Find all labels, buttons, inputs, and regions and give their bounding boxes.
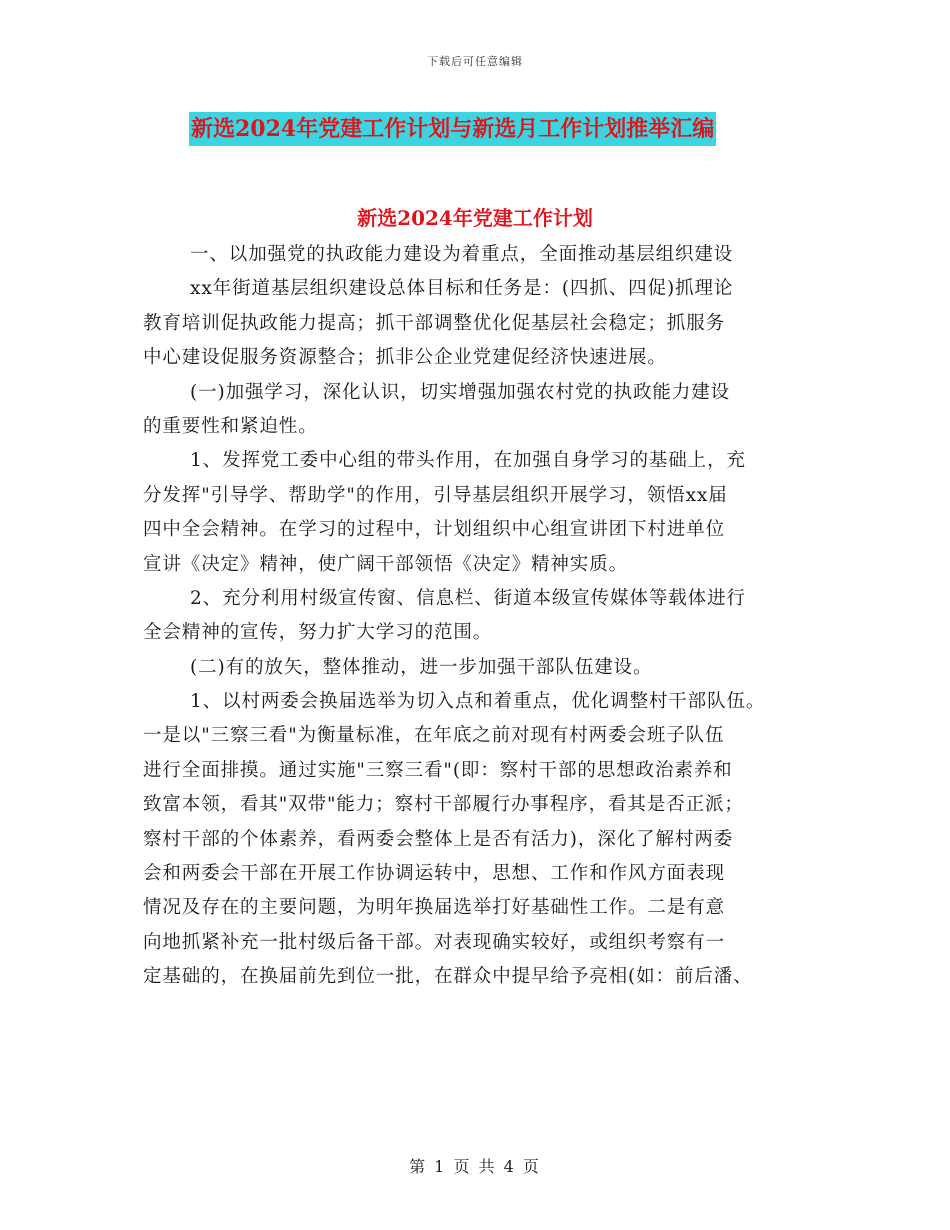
text-line: 教育培训促执政能力提高；抓干部调整优化促基层社会稳定；抓服务 bbox=[143, 312, 726, 334]
text-line: 会和两委会干部在开展工作协调运转中，思想、工作和作风方面表现 bbox=[143, 863, 726, 885]
text-line: 2、充分利用村级宣传窗、信息栏、街道本级宣传媒体等载体进行 bbox=[190, 587, 746, 609]
text-line: 一是以"三察三看"为衡量标准，在年底之前对现有村两委会班子队伍 bbox=[143, 725, 725, 747]
text-line: 的重要性和紧迫性。 bbox=[143, 415, 318, 437]
text-line: 情况及存在的主要问题，为明年换届选举打好基础性工作。二是有意 bbox=[143, 897, 726, 919]
text-line: 四中全会精神。在学习的过程中，计划组织中心组宣讲团下村进单位 bbox=[143, 519, 726, 541]
text-line: 分发挥"引导学、帮助学"的作用，引导基层组织开展学习，领悟xx届 bbox=[143, 484, 728, 506]
text-line: 向地抓紧补充一批村级后备干部。对表现确实较好，或组织考察有一 bbox=[143, 931, 726, 953]
text-line: 1、以村两委会换届选举为切入点和着重点，优化调整村干部队伍。 bbox=[190, 691, 766, 713]
text-line: (一)加强学习，深化认识，切实增强加强农村党的执政能力建设 bbox=[190, 381, 731, 403]
text-line: 1、发挥党工委中心组的带头作用，在加强自身学习的基础上，充 bbox=[190, 450, 746, 472]
text-line: 致富本领，看其"双带"能力；察村干部履行办事程序，看其是否正派； bbox=[143, 794, 744, 816]
text-line: 定基础的，在换届前先到位一批，在群众中提早给予亮相(如：前后潘、 bbox=[143, 966, 753, 988]
page-footer: 第 1 页 共 4 页 bbox=[409, 1157, 541, 1176]
text-line: xx年街道基层组织建设总体目标和任务是：(四抓、四促)抓理论 bbox=[190, 278, 734, 300]
section-title: 新选2024年党建工作计划 bbox=[357, 206, 593, 230]
text-line: 中心建设促服务资源整合；抓非公企业党建促经济快速进展。 bbox=[143, 347, 667, 369]
text-line: (二)有的放矢，整体推动，进一步加强干部队伍建设。 bbox=[190, 656, 653, 678]
text-line: 一、以加强党的执政能力建设为着重点，全面推动基层组织建设 bbox=[190, 244, 734, 265]
document-title: 新选2024年党建工作计划与新选月工作计划推举汇编 bbox=[189, 112, 716, 146]
text-line: 察村干部的个体素养，看两委会整体上是否有活力)，深化了解村两委 bbox=[143, 828, 734, 850]
text-line: 宣讲《决定》精神，使广阔干部领悟《决定》精神实质。 bbox=[143, 553, 629, 575]
document-body bbox=[143, 238, 823, 995]
text-line: 全会精神的宣传，努力扩大学习的范围。 bbox=[143, 622, 493, 644]
header-note: 下载后可任意编辑 bbox=[427, 55, 523, 68]
text-line: 进行全面排摸。通过实施"三察三看"(即：察村干部的思想政治素养和 bbox=[143, 759, 733, 781]
